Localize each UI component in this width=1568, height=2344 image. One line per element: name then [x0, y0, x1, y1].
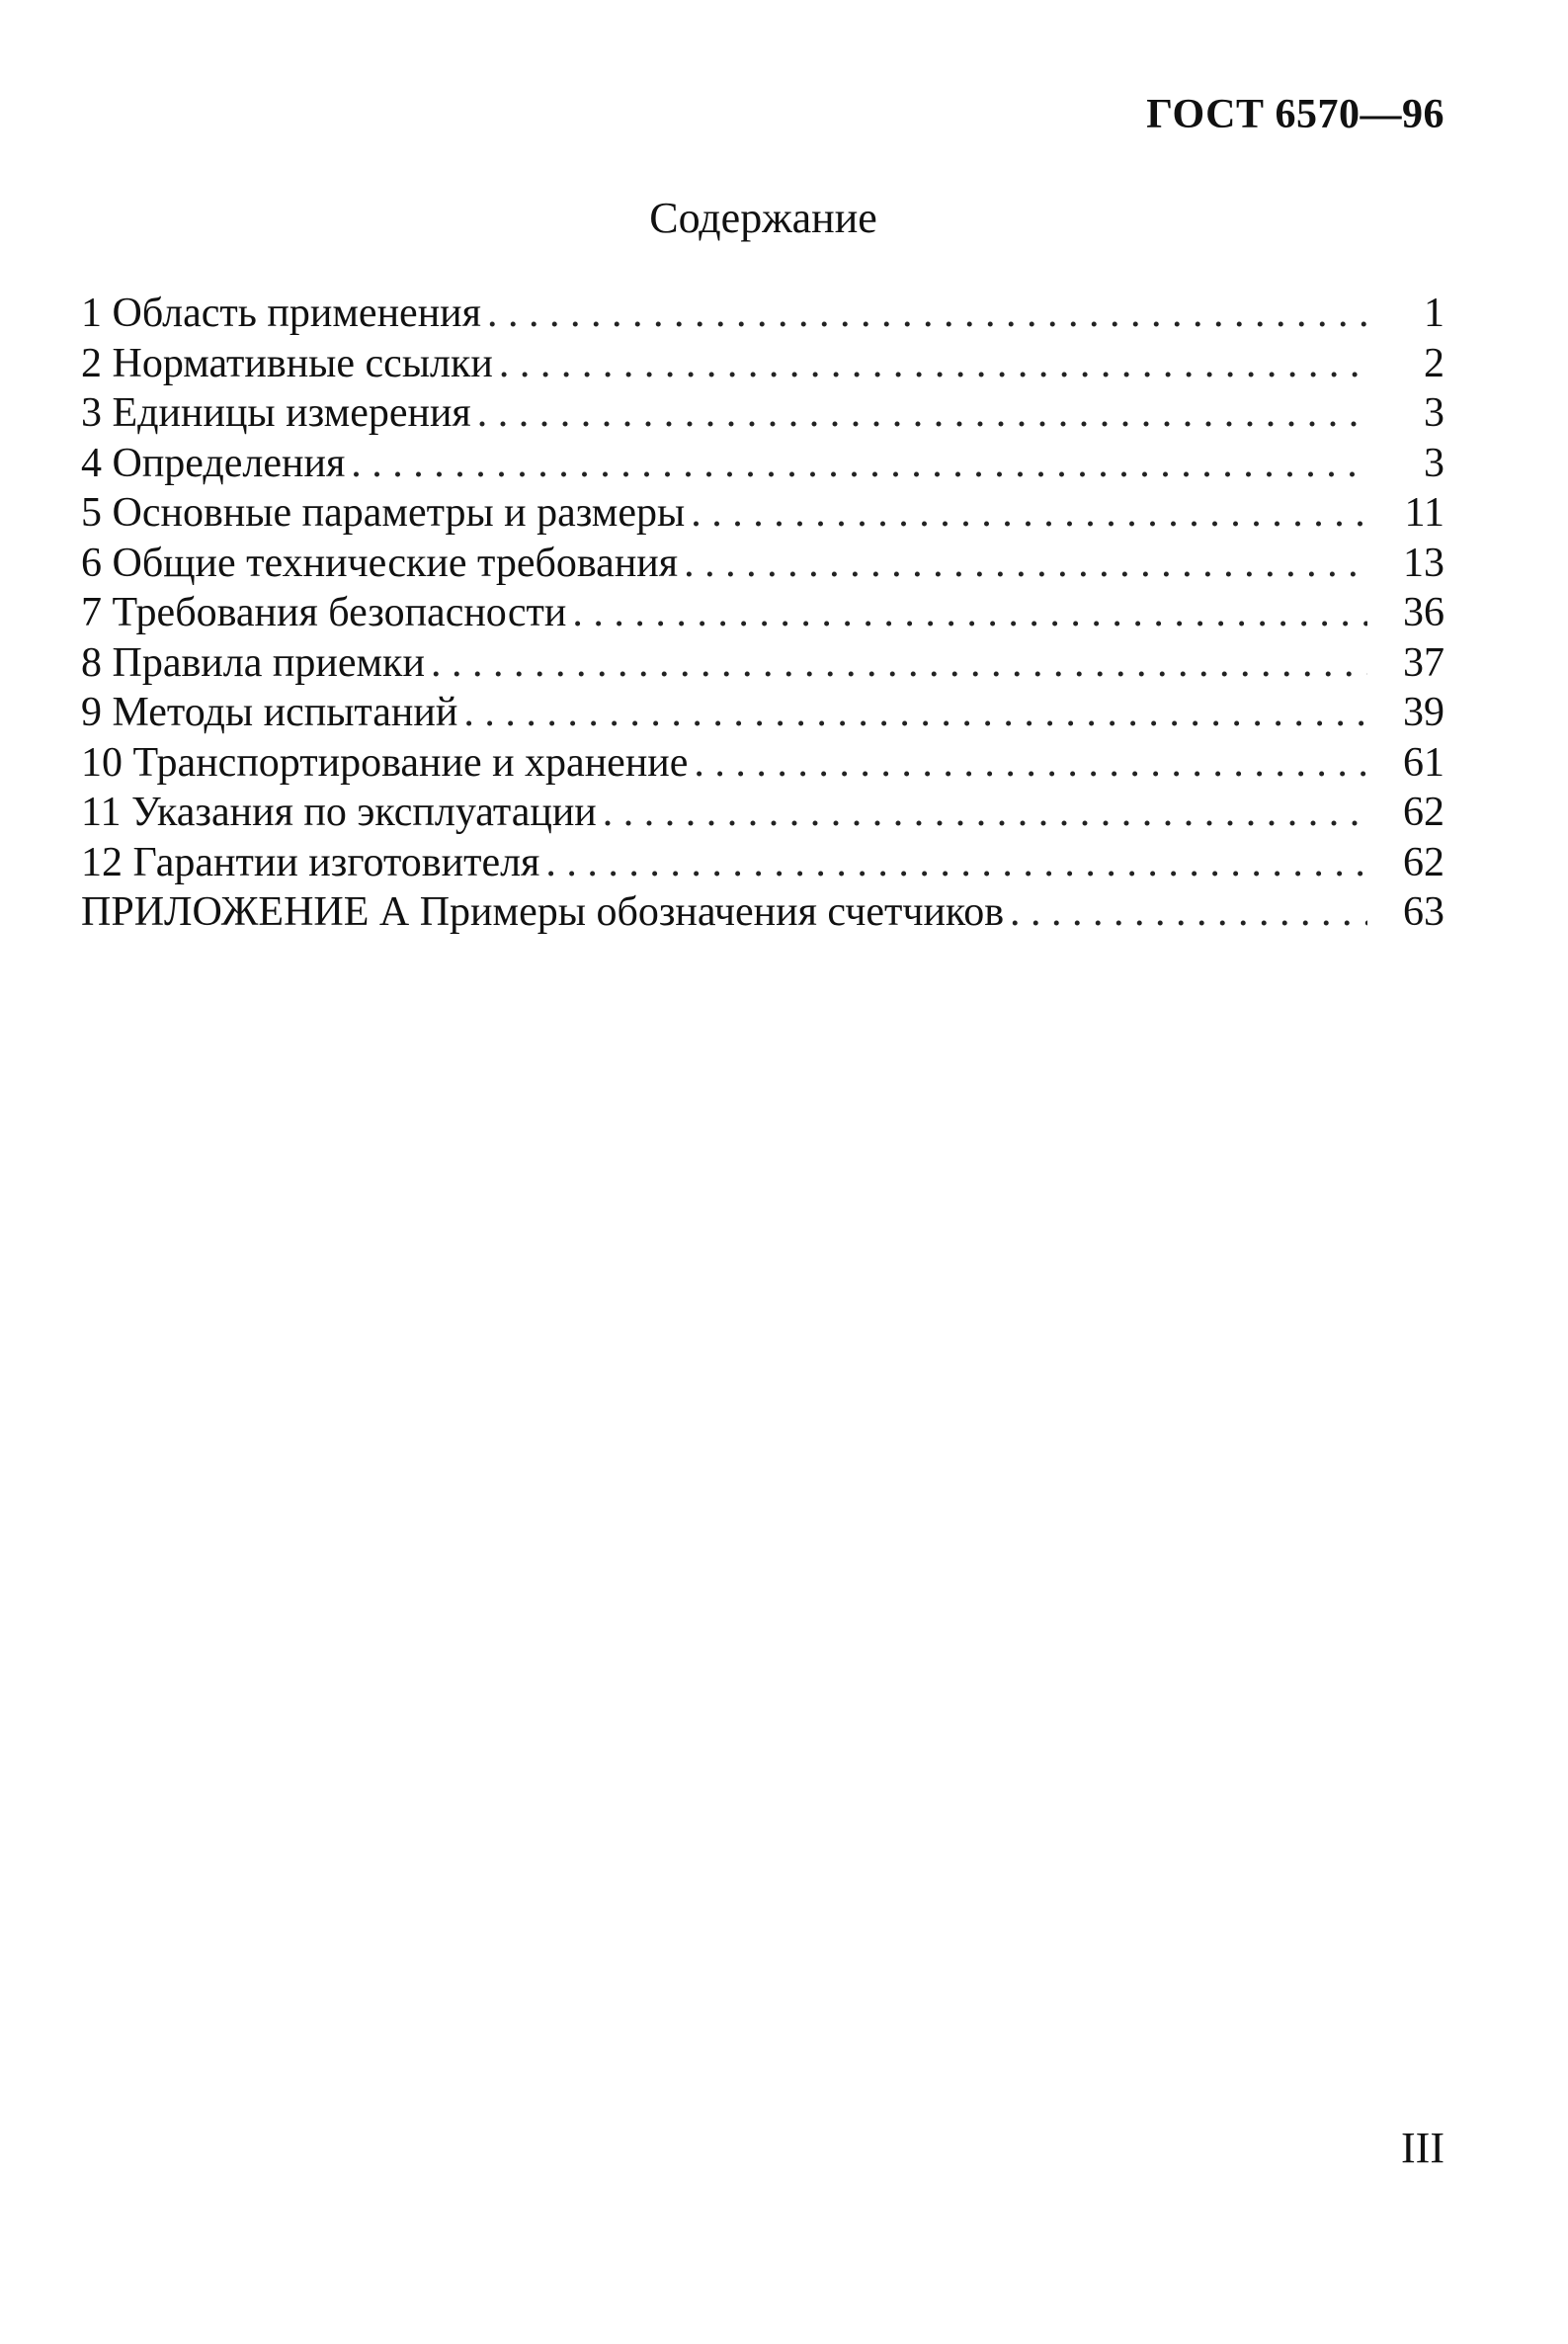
- toc-entry-label: 8 Правила приемки: [81, 639, 425, 686]
- toc-entry[interactable]: [81, 638, 1444, 689]
- toc-entry-label: 3 Единицы измерения: [81, 390, 471, 436]
- toc-entry[interactable]: [81, 289, 1444, 339]
- toc-entry-page: 62: [1403, 790, 1444, 835]
- toc-entry[interactable]: [81, 439, 1444, 489]
- toc-entry-label: 4 Определения: [81, 440, 346, 486]
- toc-entry-page: 61: [1403, 739, 1444, 786]
- toc-dot-leader: [1010, 887, 1367, 937]
- toc-entry[interactable]: [81, 738, 1444, 789]
- page-number: III: [1401, 2124, 1444, 2172]
- toc-dot-leader: [487, 289, 1367, 338]
- toc-dot-leader: [691, 488, 1367, 538]
- toc-entry-page: 3: [1424, 440, 1444, 486]
- toc-entry[interactable]: [81, 688, 1444, 738]
- toc-dot-leader: [477, 388, 1367, 438]
- toc-entry[interactable]: [81, 788, 1444, 838]
- toc-entry-label: 9 Методы испытаний: [81, 690, 458, 735]
- toc-dot-leader: [431, 638, 1367, 688]
- toc-entry-label: ПРИЛОЖЕНИЕ А Примеры обозначения счетчиков: [81, 889, 1005, 935]
- toc-entry-label: 12 Гарантии изготовителя: [81, 839, 540, 885]
- toc-dot-leader: [499, 339, 1367, 388]
- toc-entry[interactable]: [81, 588, 1444, 638]
- toc-dot-leader: [603, 788, 1367, 837]
- toc-entry-page: 13: [1403, 540, 1444, 586]
- toc-entry[interactable]: [81, 388, 1444, 439]
- toc-entry-label: 6 Общие технические требования: [81, 540, 679, 586]
- toc-entry-page: 62: [1403, 839, 1444, 885]
- toc-entry[interactable]: [81, 339, 1444, 389]
- toc-dot-leader: [684, 539, 1367, 588]
- toc-entry-label: 10 Транспортирование и хранение: [81, 739, 689, 786]
- toc-entry[interactable]: [81, 539, 1444, 589]
- toc-entry-label: 1 Область применения: [81, 291, 481, 336]
- document-id: ГОСТ 6570—96: [1146, 92, 1444, 137]
- toc-entry-label: 11 Указания по эксплуатации: [81, 790, 597, 835]
- toc-entry[interactable]: [81, 838, 1444, 888]
- toc-entry-page: 36: [1403, 590, 1444, 635]
- toc-dot-leader: [351, 439, 1367, 488]
- toc-dot-leader: [694, 738, 1367, 788]
- toc-entry-label: 5 Основные параметры и размеры: [81, 490, 686, 536]
- toc-entry-label: 7 Требования безопасности: [81, 590, 567, 635]
- toc-entry[interactable]: [81, 488, 1444, 539]
- toc-dot-leader: [463, 688, 1367, 737]
- toc-dot-leader: [572, 588, 1367, 637]
- toc-entry-label: 2 Нормативные ссылки: [81, 340, 493, 386]
- toc-entry[interactable]: [81, 887, 1444, 938]
- toc-entry-page: 11: [1404, 490, 1444, 536]
- toc-entry-page: 1: [1424, 291, 1444, 336]
- toc-entry-page: 3: [1424, 390, 1444, 436]
- toc-dot-leader: [545, 838, 1367, 887]
- table-of-contents: [81, 289, 1444, 938]
- toc-entry-page: 63: [1403, 889, 1444, 935]
- toc-entry-page: 2: [1424, 340, 1444, 386]
- toc-title: Содержание: [649, 194, 877, 242]
- toc-entry-page: 37: [1403, 639, 1444, 686]
- toc-entry-page: 39: [1403, 690, 1444, 735]
